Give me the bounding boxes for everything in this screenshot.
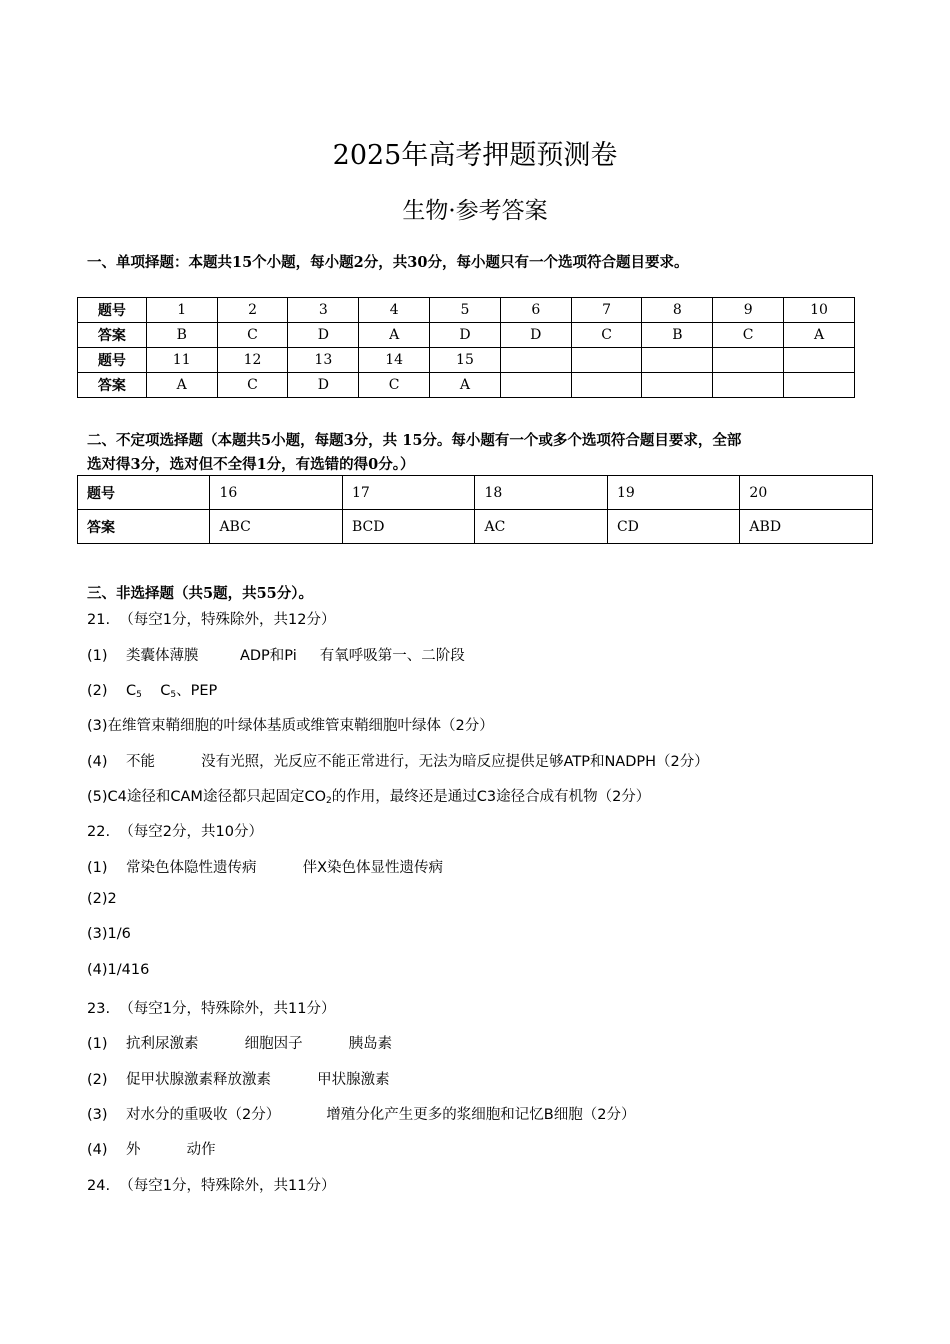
row-label-answer: 答案 <box>78 373 147 398</box>
table-cell: 11 <box>146 348 217 373</box>
table-cell: AC <box>475 510 607 544</box>
section2-heading-line1: 二、不定项选择题（本题共5小题，每题3分，共 15分。每小题有一个或多个选项符合题目要求，全部 <box>87 432 742 449</box>
table-cell: C <box>217 323 288 348</box>
page-subtitle: 生物·参考答案 <box>402 198 548 224</box>
table-row <box>78 373 855 398</box>
table-cell: D <box>288 323 359 348</box>
table-cell: D <box>430 323 501 348</box>
section1-heading: 一、单项择题：本题共15个小题，每小题2分，共30分，每小题只有一个选项符合题目要求。 <box>87 254 689 271</box>
section2-answer-table <box>77 475 873 544</box>
row-label-question: 题号 <box>78 476 210 510</box>
answer-line: 24. （每空1分，特殊除外，共11分） <box>87 1178 336 1194</box>
table-cell <box>642 348 713 373</box>
text-run: C <box>141 683 171 699</box>
text-run: (2) C <box>87 683 137 699</box>
table-cell: C <box>359 373 430 398</box>
text-run: 、PEP <box>176 683 218 699</box>
table-cell: A <box>359 323 430 348</box>
table-cell: 19 <box>607 476 739 510</box>
table-cell: 5 <box>430 298 501 323</box>
answer-line: (1) 常染色体隐性遗传病 伴X染色体显性遗传病 <box>87 860 443 876</box>
table-cell: ABC <box>210 510 343 544</box>
table-cell: CD <box>607 510 739 544</box>
table-cell: 12 <box>217 348 288 373</box>
table-cell: A <box>430 373 501 398</box>
answer-line: (3) 对水分的重吸收（2分） 增殖分化产生更多的浆细胞和记忆B细胞（2分） <box>87 1107 636 1123</box>
table-cell: 17 <box>342 476 475 510</box>
page-title: 2025年高考押题预测卷 <box>332 140 618 171</box>
table-cell: 16 <box>210 476 343 510</box>
answer-line: (4)1/416 <box>87 962 150 978</box>
answer-line: 23. （每空1分，特殊除外，共11分） <box>87 1001 336 1017</box>
answer-line: (3)1/6 <box>87 926 131 942</box>
table-cell: 3 <box>288 298 359 323</box>
answer-line: (3)在维管束鞘细胞的叶绿体基质或维管束鞘细胞叶绿体（2分） <box>87 718 494 734</box>
subscript: 5 <box>170 690 177 700</box>
answer-line: (1) 类囊体薄膜 ADP和Pi 有氧呼吸第一、二阶段 <box>87 648 465 664</box>
table-cell: D <box>288 373 359 398</box>
section1-answer-table <box>77 297 855 398</box>
table-cell: 9 <box>713 298 784 323</box>
table-cell: B <box>146 323 217 348</box>
table-cell: 2 <box>217 298 288 323</box>
row-label-question: 题号 <box>78 348 147 373</box>
table-cell <box>713 373 784 398</box>
answer-line: (2)2 <box>87 891 117 907</box>
table-cell: 18 <box>475 476 607 510</box>
table-cell: BCD <box>342 510 475 544</box>
table-cell: C <box>713 323 784 348</box>
table-cell <box>571 348 642 373</box>
table-cell <box>500 373 571 398</box>
table-cell: 4 <box>359 298 430 323</box>
table-cell: 8 <box>642 298 713 323</box>
table-cell: 10 <box>784 298 855 323</box>
table-row <box>78 510 873 544</box>
answer-line: (2) 促甲状腺激素释放激素 甲状腺激素 <box>87 1072 390 1088</box>
table-cell: 13 <box>288 348 359 373</box>
row-label-answer: 答案 <box>78 510 210 544</box>
section3-heading: 三、非选择题（共5题，共55分）。 <box>87 585 314 602</box>
subscript: 2 <box>325 796 332 806</box>
table-row <box>78 348 855 373</box>
text-run: (5)C4途径和CAM途径都只起固定CO <box>87 789 326 805</box>
answer-line: 21. （每空1分，特殊除外，共12分） <box>87 612 336 628</box>
table-cell: A <box>784 323 855 348</box>
table-row <box>78 298 855 323</box>
table-cell: 20 <box>740 476 873 510</box>
table-row <box>78 476 873 510</box>
table-cell: 15 <box>430 348 501 373</box>
table-cell <box>642 373 713 398</box>
answer-line: (4) 不能 没有光照，光反应不能正常进行，无法为暗反应提供足够ATP和NADPH（2分） <box>87 754 709 770</box>
answer-line <box>87 785 650 806</box>
row-label-question: 题号 <box>78 298 147 323</box>
table-cell: ABD <box>740 510 873 544</box>
table-cell: 14 <box>359 348 430 373</box>
table-cell <box>784 373 855 398</box>
table-cell: 6 <box>500 298 571 323</box>
table-cell: 7 <box>571 298 642 323</box>
text-run: 的作用，最终还是通过C3途径合成有机物（2分） <box>331 789 651 805</box>
table-cell <box>571 373 642 398</box>
table-cell <box>784 348 855 373</box>
table-cell <box>713 348 784 373</box>
table-cell: D <box>500 323 571 348</box>
subscript: 5 <box>136 690 142 700</box>
section2-heading-line2: 选对得3分，选对但不全得1分，有选错的得0分。） <box>87 456 415 473</box>
table-cell: B <box>642 323 713 348</box>
table-cell <box>500 348 571 373</box>
answer-line: (4) 外 动作 <box>87 1142 216 1158</box>
answer-line <box>87 679 217 700</box>
table-cell: A <box>146 373 217 398</box>
table-cell: C <box>571 323 642 348</box>
table-cell: C <box>217 373 288 398</box>
answer-line: (1) 抗利尿激素 细胞因子 胰岛素 <box>87 1036 393 1052</box>
table-cell: 1 <box>146 298 217 323</box>
row-label-answer: 答案 <box>78 323 147 348</box>
answer-line: 22. （每空2分，共10分） <box>87 824 263 840</box>
table-row <box>78 323 855 348</box>
